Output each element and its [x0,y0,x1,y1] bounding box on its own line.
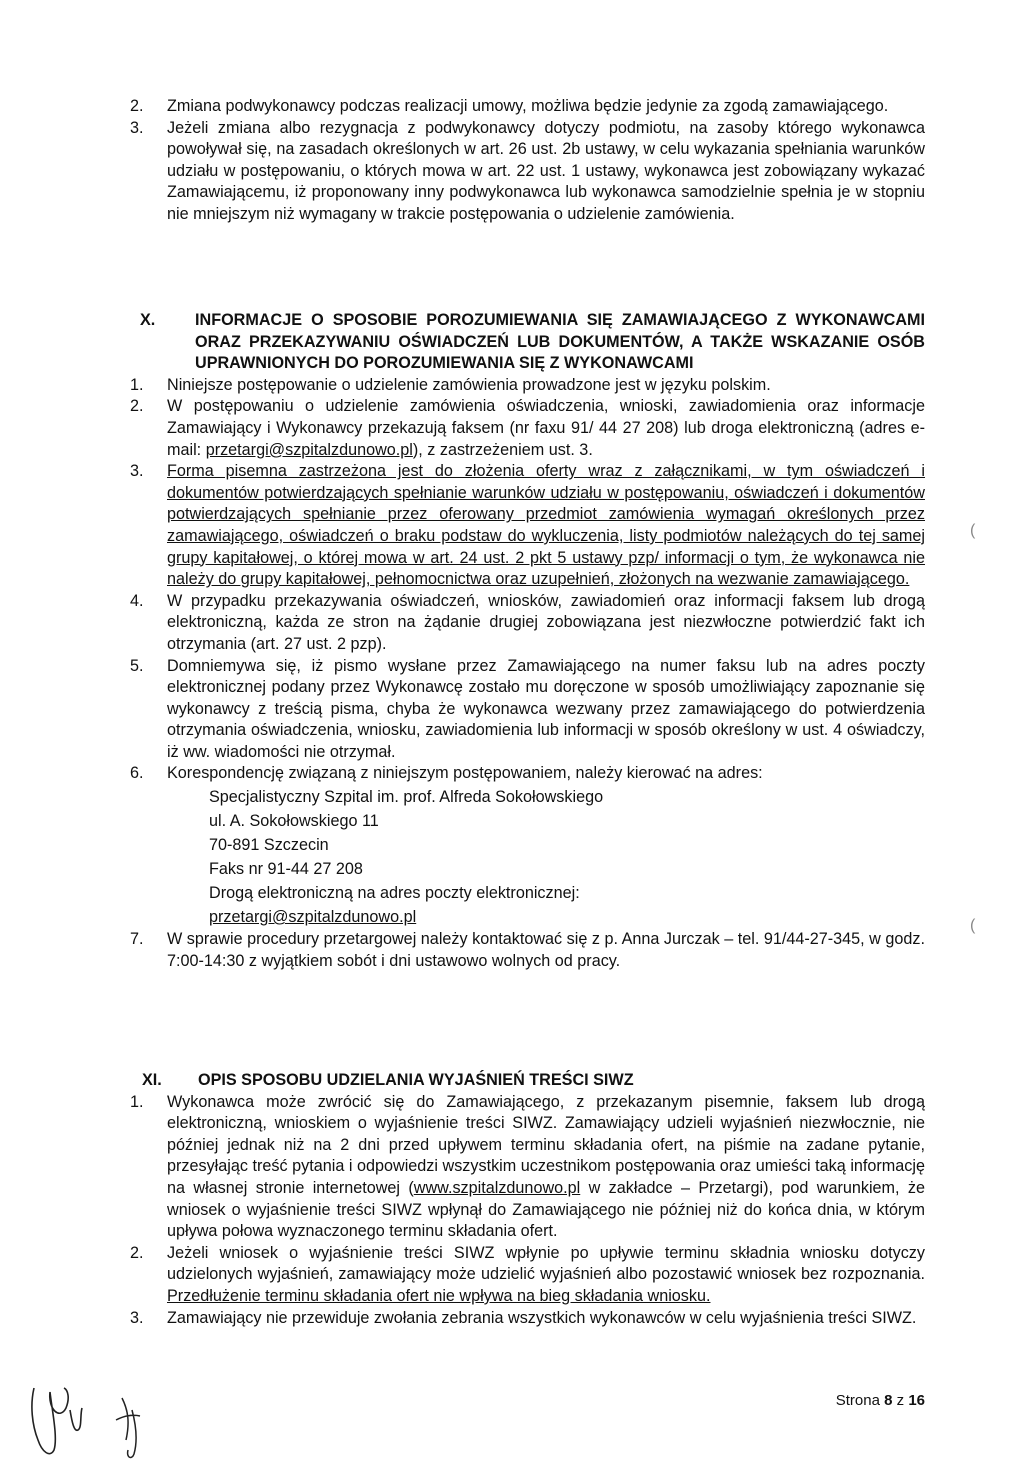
top-items [130,96,925,226]
item-number: 4. [130,591,144,610]
section-title: INFORMACJE O SPOSOBIE POROZUMIEWANIA SIĘ ZAMAWIAJĄCEGO Z WYKONAWCAMI ORAZ PRZEKAZYWANIU OŚWIADCZEŃ LUB DOKUMENTÓW, A TAKŻE WSKAZANIE OSÓB UPRAWNIONYCH DO POROZUMIEWANIA SIĘ Z WYKONAWCAMI [195,311,925,373]
item-text: Domniemywa się, iż pismo wysłane przez Zamawiającego na numer faksu lub na adres poczty elektronicznej podany przez Wykonawcę zostało mu doręczone w sposób umożliwiający zapoznanie się wykonawcy z treścią pisma, chyba że wykonawca wezwany przez zamawiającego do potwierdzenia otrzymania oświadczenia, wniosku, zawiadomienia lub informacji w sposób określony w ust. 4 oświadczy, iż ww. wiadomości nie otrzymał. [167,656,925,761]
list-item [130,461,925,591]
section-number: X. [140,311,156,329]
address-line: Faks nr 91-44 27 208 [209,860,363,879]
scan-mark: ( [970,522,976,539]
section-xi [130,1070,925,1329]
email-link[interactable]: przetargi@szpitalzdunowo.pl [209,908,417,927]
item-number: 5. [130,656,144,675]
item-text: Jeżeli wniosek o wyjaśnienie treści SIWZ wpłynie po upływie terminu składnia wniosku dotyczy udzielonych wyjaśnień, zamawiający może udzielić wyjaśnień albo pozostawić wniosek bez rozpoznania. [167,1243,925,1284]
item-text: W sprawie procedury przetargowej należy kontaktować się z p. Anna Jurczak – tel. 91/44-27-345, w godz. 7:00-14:30 z wyjątkiem sobót i dni ustawowo wolnych od pracy. [167,930,925,970]
item-number: 2. [130,97,144,115]
item-number: 3. [130,462,144,481]
item-number: 1. [130,1092,144,1111]
current-page: 8 [884,1392,893,1409]
item-number: 2. [130,397,144,416]
list-item [130,1308,925,1330]
page-label: Strona [835,1392,880,1409]
item-text: W postępowaniu o udzielenie zamówienia oświadczenia, wnioski, zawiadomienia oraz informacje Zamawiający i Wykonawcy przekazują faksem (nr faxu 91/ 44 27 208) lub droga elektroniczną (adres e-mail: [167,397,925,459]
address-line: Drogą elektroniczną na adres poczty elektronicznej: [209,884,580,903]
address-line: 70-891 Szczecin [209,836,329,855]
section-x [130,310,925,972]
item-text-underlined: Przedłużenie terminu składania ofert nie wpływa na bieg składania wniosku. [167,1286,711,1305]
list-item [130,1243,925,1308]
page-number [770,1390,925,1412]
item-text-underlined: Forma pisemna zastrzeżona jest do złożenia oferty wraz z załącznikami, w tym oświadczeń i dokumentów potwierdzających spełnianie warunków udziału w postępowaniu, oświadczeń i dokumentów potwierdzających spełnianie przez oferowany przedmiot zamówienia wymagań określonych przez zamawiającego, oświadczeń o braku podstaw do wykluczenia, listy podmiotów należących do tej samej grupy kapitałowej, o której mowa w art. 24 ust. 2 pkt 5 ustawy pzp/ informacji o tym, że wykonawca nie należy do grupy kapitałowej, pełnomocnictwa oraz uzupełnień, złożonych na wezwanie zamawiającego. [167,462,925,589]
list-item [130,763,925,929]
item-text: w zakładce – Przetargi), pod warunkiem, że wniosek o wyjaśnienie treści SIWZ wpłynął do Zamawiającego nie później niż do końca dnia, w którym upływa połowa wyznaczonego terminu składania ofert. [167,1178,926,1241]
handwritten-signature [20,1370,180,1465]
item-text: Zamawiający nie przewiduje zwołania zebrania wszystkich wykonawców w celu wyjaśnienia treści SIWZ. [167,1308,917,1327]
item-number: 2. [130,1243,144,1262]
item-text: ), z zastrzeżeniem ust. 3. [412,440,593,459]
item-number: 3. [130,1308,144,1327]
section-heading [130,310,925,375]
address-line: ul. A. Sokołowskiego 11 [209,812,379,831]
website-link[interactable]: www.szpitalzdunowo.pl [413,1178,581,1197]
list-item [130,929,925,972]
section-heading [130,1070,925,1092]
list-item [130,656,925,764]
page-separator: z [896,1392,905,1409]
total-pages: 16 [908,1392,925,1409]
list-item [130,1092,925,1243]
section-number: XI. [142,1071,162,1089]
address-line: Specjalistyczny Szpital im. prof. Alfreda Sokołowskiego [209,788,604,807]
scan-mark: ( [970,917,976,934]
item-number: 7. [130,930,144,949]
item-text: Korespondencję związaną z niniejszym postępowaniem, należy kierować na adres: [167,764,763,783]
item-text: W przypadku przekazywania oświadczeń, wniosków, zawiadomień oraz informacji faksem lub drogą elektroniczną, każda ze stron na żądanie drugiej zobowiązana jest niezwłoczne potwierdzić fakt ich otrzymania (art. 27 ust. 2 pzp). [167,591,925,653]
email-link[interactable]: przetargi@szpitalzdunowo.pl [205,440,413,459]
item-text: Zmiana podwykonawcy podczas realizacji umowy, możliwa będzie jedynie za zgodą zamawiającego. [167,97,889,115]
item-number: 3. [130,118,144,137]
item-text: Wykonawca może zwrócić się do Zamawiającego, z przekazanym pisemnie, faksem lub drogą elektroniczną, wnioskiem o wyjaśnienie treści SIWZ. Zamawiający udzieli wyjaśnień niezwłocznie, nie później jednak niż na 2 dni przed upływem terminu składania ofert, na piśmie na zadane pytanie, przesyłając treść pytania i odpowiedzi wszystkim uczestnikom postępowania oraz umieści taką informację na własnej stronie internetowej ( [167,1092,925,1197]
section-title: OPIS SPOSOBU UDZIELANIA WYJAŚNIEŃ TREŚCI SIWZ [198,1071,634,1089]
list-item [130,96,925,118]
list-item [130,396,925,461]
list-item [130,591,925,656]
item-number: 1. [130,375,144,394]
list-item [130,118,925,226]
item-text: Niniejsze postępowanie o udzielenie zamówienia prowadzone jest w języku polskim. [167,375,771,394]
item-number: 6. [130,764,144,783]
address-block [167,785,925,929]
item-text: Jeżeli zmiana albo rezygnacja z podwykonawcy dotyczy podmiotu, na zasoby którego wykonawca powoływał się, na zasadach określonych w art. 26 ust. 2b ustawy, w celu wykazania spełniania warunków udziału w postępowaniu, o których mowa w art. 22 ust. 1 ustawy, wykonawca jest zobowiązany wykazać Zamawiającemu, iż proponowany inny podwykonawca lub wykonawca samodzielnie spełnia je w stopniu nie mniejszym niż wymagany w trakcie postępowania o udzielenie zamówienia. [167,118,925,223]
list-item [130,375,925,397]
